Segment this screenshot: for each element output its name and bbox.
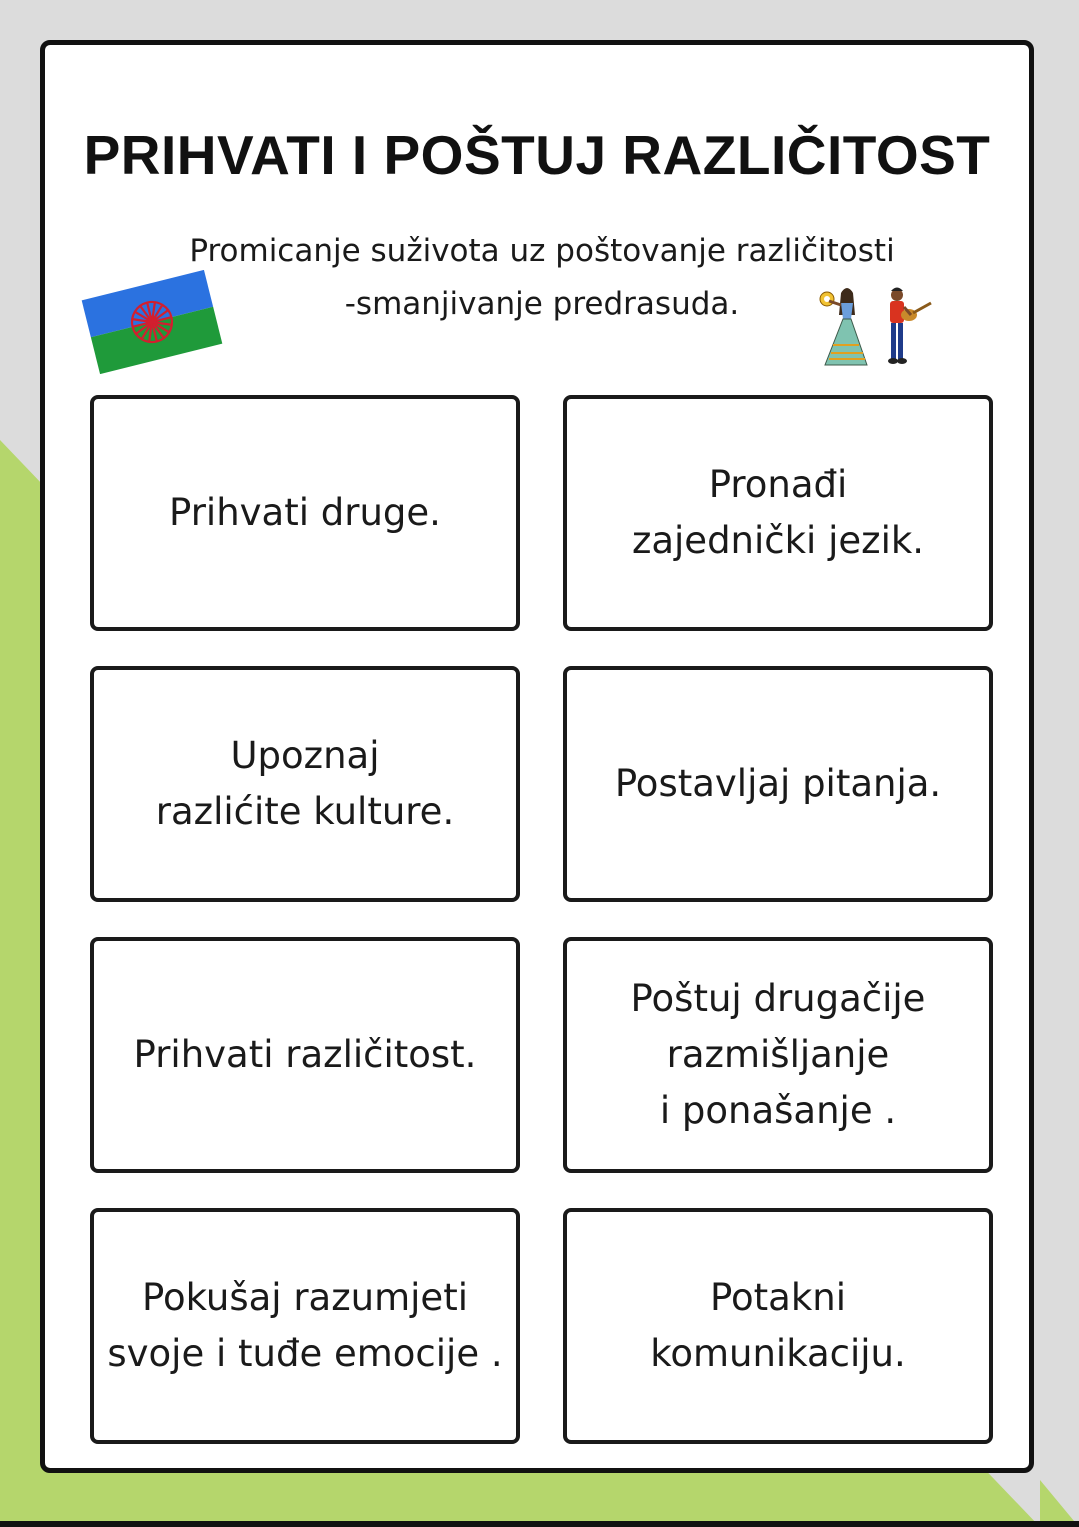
- tile-text: Prihvati druge.: [169, 491, 441, 534]
- tile-encourage-communication: [563, 1208, 993, 1444]
- tile-ask-questions: [563, 666, 993, 902]
- romani-flag-icon: [75, 270, 229, 374]
- tile-common-language: [563, 395, 993, 631]
- tile-accept-others: [90, 395, 520, 631]
- tile-accept-diversity: [90, 937, 520, 1173]
- subtitle-line-2: -smanjivanje predrasuda.: [344, 286, 740, 322]
- poster-card: [40, 40, 1034, 1473]
- tile-respect-thinking: [563, 937, 993, 1173]
- dancers-illustration-icon: [815, 285, 935, 371]
- tile-text: Prihvati različitost.: [133, 1033, 477, 1076]
- tile-text: Pronađi zajednički jezik.: [631, 463, 925, 562]
- tile-text: Pokušaj razumjeti svoje i tuđe emocije .: [107, 1276, 503, 1375]
- bottom-border-strip: [0, 1521, 1079, 1527]
- tile-text: Potakni komunikaciju.: [650, 1276, 906, 1375]
- page-title: PRIHVATI I POŠTUJ RAZLIČITOST: [83, 124, 991, 186]
- tile-different-cultures: [90, 666, 520, 902]
- tile-text: Upoznaj razlićite kulture.: [155, 734, 455, 833]
- tile-text: Poštuj drugačije razmišljanje i ponašanje .: [630, 977, 926, 1132]
- subtitle-line-1: Promicanje suživota uz poštovanje različitosti: [189, 233, 895, 269]
- tile-understand-emotions: [90, 1208, 520, 1444]
- tile-text: Postavljaj pitanja.: [614, 762, 942, 805]
